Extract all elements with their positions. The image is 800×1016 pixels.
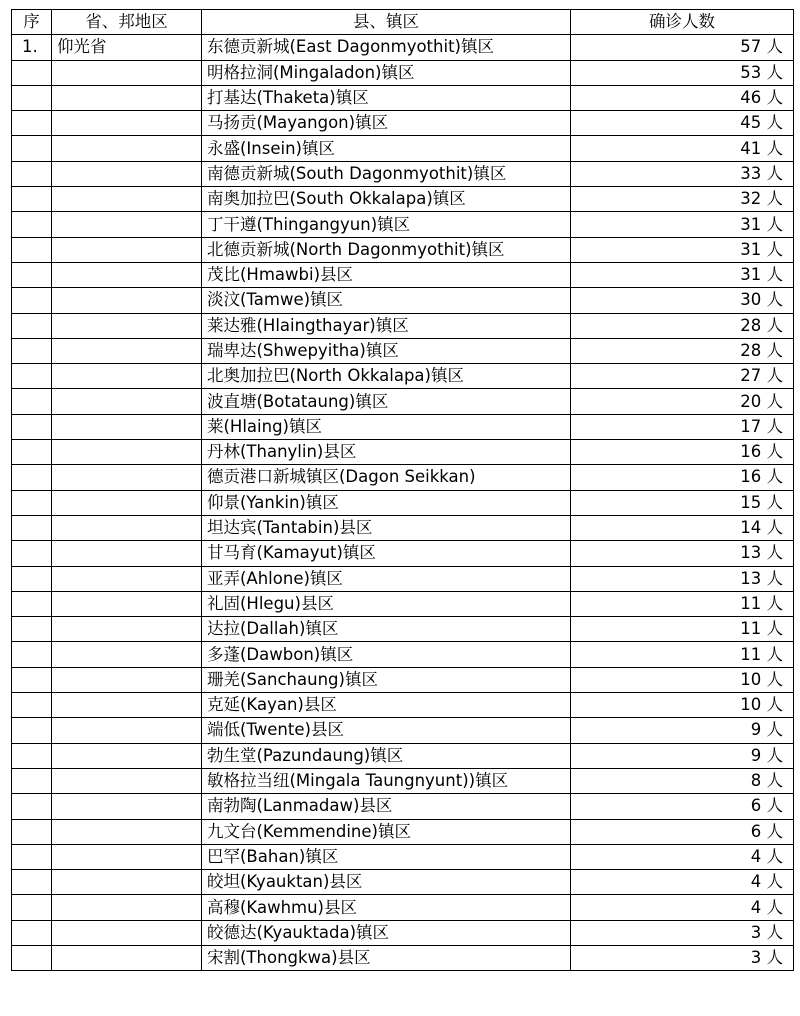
district-cell: 南德贡新城(South Dagonmyothit)镇区 — [202, 161, 571, 186]
count-cell: 41 人 — [571, 136, 794, 161]
table-row — [12, 541, 794, 566]
seq-cell — [12, 490, 52, 515]
seq-cell — [12, 591, 52, 616]
region-cell — [52, 743, 202, 768]
table-row — [12, 844, 794, 869]
district-cell: 莱达雅(Hlaingthayar)镇区 — [202, 313, 571, 338]
district-cell: 永盛(Insein)镇区 — [202, 136, 571, 161]
seq-cell — [12, 136, 52, 161]
district-cell: 勃生堂(Pazundaung)镇区 — [202, 743, 571, 768]
header-region: 省、邦地区 — [52, 10, 202, 35]
district-cell: 克延(Kayan)县区 — [202, 693, 571, 718]
count-cell: 31 人 — [571, 262, 794, 287]
table-row — [12, 338, 794, 363]
count-cell: 11 人 — [571, 617, 794, 642]
table-row — [12, 313, 794, 338]
count-cell: 4 人 — [571, 844, 794, 869]
seq-cell — [12, 465, 52, 490]
region-cell — [52, 895, 202, 920]
table-row — [12, 591, 794, 616]
region-cell — [52, 768, 202, 793]
region-cell — [52, 85, 202, 110]
count-cell: 9 人 — [571, 718, 794, 743]
district-cell: 巴罕(Bahan)镇区 — [202, 844, 571, 869]
seq-cell — [12, 414, 52, 439]
table-row — [12, 642, 794, 667]
count-cell: 46 人 — [571, 85, 794, 110]
count-cell: 13 人 — [571, 541, 794, 566]
count-cell: 30 人 — [571, 288, 794, 313]
region-cell — [52, 60, 202, 85]
count-cell: 33 人 — [571, 161, 794, 186]
table-row — [12, 212, 794, 237]
seq-cell — [12, 111, 52, 136]
region-cell — [52, 693, 202, 718]
table-row — [12, 414, 794, 439]
table-row — [12, 364, 794, 389]
seq-cell — [12, 819, 52, 844]
seq-cell — [12, 566, 52, 591]
count-cell: 3 人 — [571, 945, 794, 970]
table-row — [12, 288, 794, 313]
seq-cell — [12, 743, 52, 768]
district-cell: 高穆(Kawhmu)县区 — [202, 895, 571, 920]
district-cell: 莱(Hlaing)镇区 — [202, 414, 571, 439]
seq-cell — [12, 617, 52, 642]
table-row — [12, 35, 794, 60]
seq-cell — [12, 288, 52, 313]
region-cell — [52, 920, 202, 945]
count-cell: 9 人 — [571, 743, 794, 768]
table-row — [12, 768, 794, 793]
seq-cell — [12, 844, 52, 869]
table-row — [12, 389, 794, 414]
district-cell: 皎德达(Kyauktada)镇区 — [202, 920, 571, 945]
count-cell: 27 人 — [571, 364, 794, 389]
region-cell — [52, 414, 202, 439]
region-cell — [52, 819, 202, 844]
district-cell: 东德贡新城(East Dagonmyothit)镇区 — [202, 35, 571, 60]
count-cell: 20 人 — [571, 389, 794, 414]
count-cell: 11 人 — [571, 642, 794, 667]
table-body — [12, 35, 794, 971]
count-cell: 28 人 — [571, 338, 794, 363]
table-row — [12, 515, 794, 540]
table-row — [12, 794, 794, 819]
seq-cell: 1. — [12, 35, 52, 60]
district-cell: 北奥加拉巴(North Okkalapa)镇区 — [202, 364, 571, 389]
district-cell: 南奥加拉巴(South Okkalapa)镇区 — [202, 187, 571, 212]
region-cell — [52, 212, 202, 237]
region-cell — [52, 541, 202, 566]
table-row — [12, 262, 794, 287]
seq-cell — [12, 313, 52, 338]
seq-cell — [12, 262, 52, 287]
district-cell: 亚弄(Ahlone)镇区 — [202, 566, 571, 591]
seq-cell — [12, 60, 52, 85]
district-cell: 仰景(Yankin)镇区 — [202, 490, 571, 515]
table-row — [12, 718, 794, 743]
district-cell: 瑞卑达(Shwepyitha)镇区 — [202, 338, 571, 363]
seq-cell — [12, 794, 52, 819]
district-cell: 坦达宾(Tantabin)县区 — [202, 515, 571, 540]
district-cell: 德贡港口新城镇区(Dagon Seikkan) — [202, 465, 571, 490]
district-cell: 多蓬(Dawbon)镇区 — [202, 642, 571, 667]
count-cell: 28 人 — [571, 313, 794, 338]
region-cell — [52, 288, 202, 313]
table-row — [12, 870, 794, 895]
cases-table — [11, 9, 794, 971]
region-cell — [52, 870, 202, 895]
count-cell: 31 人 — [571, 212, 794, 237]
table-row — [12, 667, 794, 692]
district-cell: 打基达(Thaketa)镇区 — [202, 85, 571, 110]
region-cell — [52, 591, 202, 616]
count-cell: 11 人 — [571, 591, 794, 616]
district-cell: 淡汶(Tamwe)镇区 — [202, 288, 571, 313]
seq-cell — [12, 338, 52, 363]
count-cell: 45 人 — [571, 111, 794, 136]
table-row — [12, 617, 794, 642]
region-cell — [52, 844, 202, 869]
header-district: 县、镇区 — [202, 10, 571, 35]
table-row — [12, 60, 794, 85]
seq-cell — [12, 212, 52, 237]
table-row — [12, 566, 794, 591]
region-cell — [52, 490, 202, 515]
district-cell: 丁干遵(Thingangyun)镇区 — [202, 212, 571, 237]
region-cell — [52, 237, 202, 262]
count-cell: 10 人 — [571, 667, 794, 692]
seq-cell — [12, 364, 52, 389]
region-cell — [52, 515, 202, 540]
seq-cell — [12, 541, 52, 566]
table-row — [12, 895, 794, 920]
seq-cell — [12, 693, 52, 718]
region-cell — [52, 389, 202, 414]
seq-cell — [12, 870, 52, 895]
region-cell — [52, 136, 202, 161]
seq-cell — [12, 945, 52, 970]
seq-cell — [12, 440, 52, 465]
count-cell: 17 人 — [571, 414, 794, 439]
region-cell — [52, 313, 202, 338]
district-cell: 马扬贡(Mayangon)镇区 — [202, 111, 571, 136]
district-cell: 礼固(Hlegu)县区 — [202, 591, 571, 616]
seq-cell — [12, 642, 52, 667]
count-cell: 32 人 — [571, 187, 794, 212]
table-row — [12, 85, 794, 110]
table-row — [12, 920, 794, 945]
district-cell: 明格拉洞(Mingaladon)镇区 — [202, 60, 571, 85]
count-cell: 14 人 — [571, 515, 794, 540]
count-cell: 57 人 — [571, 35, 794, 60]
table-row — [12, 819, 794, 844]
region-cell — [52, 617, 202, 642]
seq-cell — [12, 768, 52, 793]
seq-cell — [12, 667, 52, 692]
count-cell: 31 人 — [571, 237, 794, 262]
table-row — [12, 693, 794, 718]
count-cell: 4 人 — [571, 895, 794, 920]
header-seq: 序 — [12, 10, 52, 35]
count-cell: 6 人 — [571, 819, 794, 844]
district-cell: 南勃陶(Lanmadaw)县区 — [202, 794, 571, 819]
count-cell: 13 人 — [571, 566, 794, 591]
count-cell: 16 人 — [571, 465, 794, 490]
region-cell — [52, 945, 202, 970]
region-cell — [52, 465, 202, 490]
seq-cell — [12, 237, 52, 262]
count-cell: 15 人 — [571, 490, 794, 515]
region-cell — [52, 338, 202, 363]
count-cell: 16 人 — [571, 440, 794, 465]
table-row — [12, 743, 794, 768]
region-cell — [52, 440, 202, 465]
count-cell: 8 人 — [571, 768, 794, 793]
region-cell — [52, 161, 202, 186]
region-cell — [52, 642, 202, 667]
region-cell — [52, 111, 202, 136]
table-row — [12, 945, 794, 970]
table-row — [12, 111, 794, 136]
seq-cell — [12, 85, 52, 110]
count-cell: 3 人 — [571, 920, 794, 945]
seq-cell — [12, 895, 52, 920]
count-cell: 6 人 — [571, 794, 794, 819]
table-row — [12, 136, 794, 161]
region-cell — [52, 364, 202, 389]
count-cell: 10 人 — [571, 693, 794, 718]
seq-cell — [12, 920, 52, 945]
region-cell — [52, 718, 202, 743]
seq-cell — [12, 161, 52, 186]
header-row — [12, 10, 794, 35]
district-cell: 九文台(Kemmendine)镇区 — [202, 819, 571, 844]
table-row — [12, 161, 794, 186]
district-cell: 波直塘(Botataung)镇区 — [202, 389, 571, 414]
table-row — [12, 440, 794, 465]
district-cell: 达拉(Dallah)镇区 — [202, 617, 571, 642]
table-row — [12, 187, 794, 212]
region-cell — [52, 566, 202, 591]
seq-cell — [12, 389, 52, 414]
count-cell: 53 人 — [571, 60, 794, 85]
region-cell — [52, 187, 202, 212]
table-row — [12, 490, 794, 515]
district-cell: 甘马育(Kamayut)镇区 — [202, 541, 571, 566]
region-cell: 仰光省 — [52, 35, 202, 60]
region-cell — [52, 262, 202, 287]
table-row — [12, 237, 794, 262]
seq-cell — [12, 718, 52, 743]
district-cell: 茂比(Hmawbi)县区 — [202, 262, 571, 287]
table-row — [12, 465, 794, 490]
count-cell: 4 人 — [571, 870, 794, 895]
region-cell — [52, 667, 202, 692]
district-cell: 珊羌(Sanchaung)镇区 — [202, 667, 571, 692]
district-cell: 敏格拉当纽(Mingala Taungnyunt))镇区 — [202, 768, 571, 793]
district-cell: 端低(Twente)县区 — [202, 718, 571, 743]
seq-cell — [12, 515, 52, 540]
district-cell: 丹林(Thanylin)县区 — [202, 440, 571, 465]
header-count: 确诊人数 — [571, 10, 794, 35]
region-cell — [52, 794, 202, 819]
seq-cell — [12, 187, 52, 212]
district-cell: 皎坦(Kyauktan)县区 — [202, 870, 571, 895]
district-cell: 宋割(Thongkwa)县区 — [202, 945, 571, 970]
district-cell: 北德贡新城(North Dagonmyothit)镇区 — [202, 237, 571, 262]
